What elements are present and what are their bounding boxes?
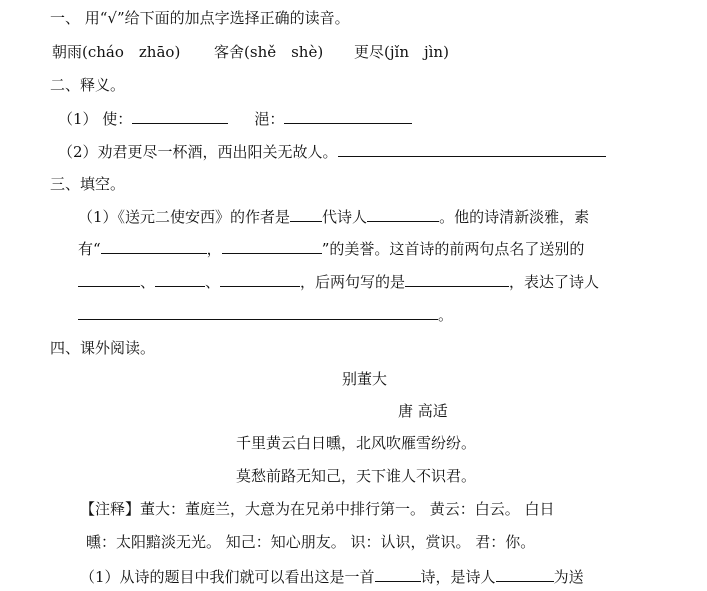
q3-heading: 三、填空。	[50, 175, 126, 193]
q1-option-1-word: 朝雨	[52, 43, 83, 61]
answer-blank[interactable]	[367, 206, 439, 222]
q1-option-3-word: 更尽	[354, 43, 385, 61]
answer-blank[interactable]	[101, 238, 207, 254]
q3-line4-end: 。	[438, 306, 454, 324]
poem-line-1: 千里黄云白日曛，北风吹雁雪纷纷。	[236, 434, 477, 452]
q1-option-2-reading: (shě shè)	[244, 43, 324, 61]
q3-line3-text-b: 、	[205, 273, 221, 291]
q4-sub1-text-c: 为送	[553, 568, 584, 586]
q1-option-3[interactable]	[354, 42, 449, 62]
answer-blank[interactable]	[290, 206, 322, 222]
q3-line2-text-a: 有“	[78, 240, 101, 258]
q3-line1-text-a: （1）《送元二使安西》的作者是	[78, 208, 291, 226]
q1-option-1[interactable]	[52, 42, 180, 62]
q1-heading: 一、 用“√”给下面的加点字选择正确的读音。	[50, 9, 350, 27]
answer-blank[interactable]	[405, 271, 509, 287]
q3-line1	[78, 206, 589, 227]
note-line-2: 曛：太阳黯淡无光。 知己：知心朋友。 识：认识，赏识。 君：你。	[86, 533, 536, 551]
q3-line3-text-c: ，后两句写的是	[300, 273, 406, 291]
q1-option-3-reading: (jǐn jìn)	[384, 43, 449, 61]
q1-option-2-word: 客舍	[214, 43, 245, 61]
poem-line-2: 莫愁前路无知己，天下谁人不识君。	[236, 467, 477, 485]
answer-blank[interactable]	[78, 271, 140, 287]
answer-blank[interactable]	[284, 108, 412, 124]
q4-heading: 四、课外阅读。	[50, 339, 156, 357]
q3-line2-text-c: ”的美誉。这首诗的前两句点名了送别的	[321, 240, 585, 258]
q1-option-2[interactable]	[214, 42, 323, 62]
answer-blank[interactable]	[222, 238, 322, 254]
q2-item1-prefix: （1） 使：	[58, 110, 133, 128]
q3-line2	[78, 238, 584, 259]
q2-heading: 二、释义。	[50, 76, 126, 94]
answer-blank[interactable]	[496, 566, 554, 582]
answer-blank[interactable]	[220, 271, 300, 287]
answer-blank[interactable]	[375, 566, 421, 582]
q4-sub1	[80, 566, 584, 587]
q2-item1	[58, 108, 412, 129]
answer-blank[interactable]	[78, 304, 438, 320]
answer-blank[interactable]	[155, 271, 205, 287]
answer-blank[interactable]	[338, 141, 606, 157]
q3-line1-text-b: 代诗人	[322, 208, 368, 226]
q4-sub1-text-b: 诗，是诗人	[420, 568, 496, 586]
poem-author: 唐 高适	[398, 402, 448, 420]
q1-option-1-reading: (cháo zhāo)	[82, 43, 181, 61]
poem-title: 别董大	[342, 370, 388, 388]
q3-line4	[78, 304, 453, 325]
answer-blank[interactable]	[132, 108, 228, 124]
note-line-1: 【注释】董大：董庭兰，大意为在兄弟中排行第一。 黄云：白云。 白日	[80, 500, 555, 518]
q3-line3	[78, 271, 599, 292]
q3-line1-text-c: 。他的诗清新淡雅，素	[439, 208, 590, 226]
q3-line2-text-b: ，	[206, 240, 222, 258]
q2-item1-mid: 浥：	[254, 110, 285, 128]
q4-sub1-text-a: （1）从诗的题目中我们就可以看出这是一首	[80, 568, 375, 586]
q3-line3-text-a: 、	[140, 273, 156, 291]
q2-item2	[58, 141, 606, 162]
q2-item2-text: （2）劝君更尽一杯酒，西出阳关无故人。	[58, 143, 338, 161]
q3-line3-text-d: ，表达了诗人	[509, 273, 600, 291]
